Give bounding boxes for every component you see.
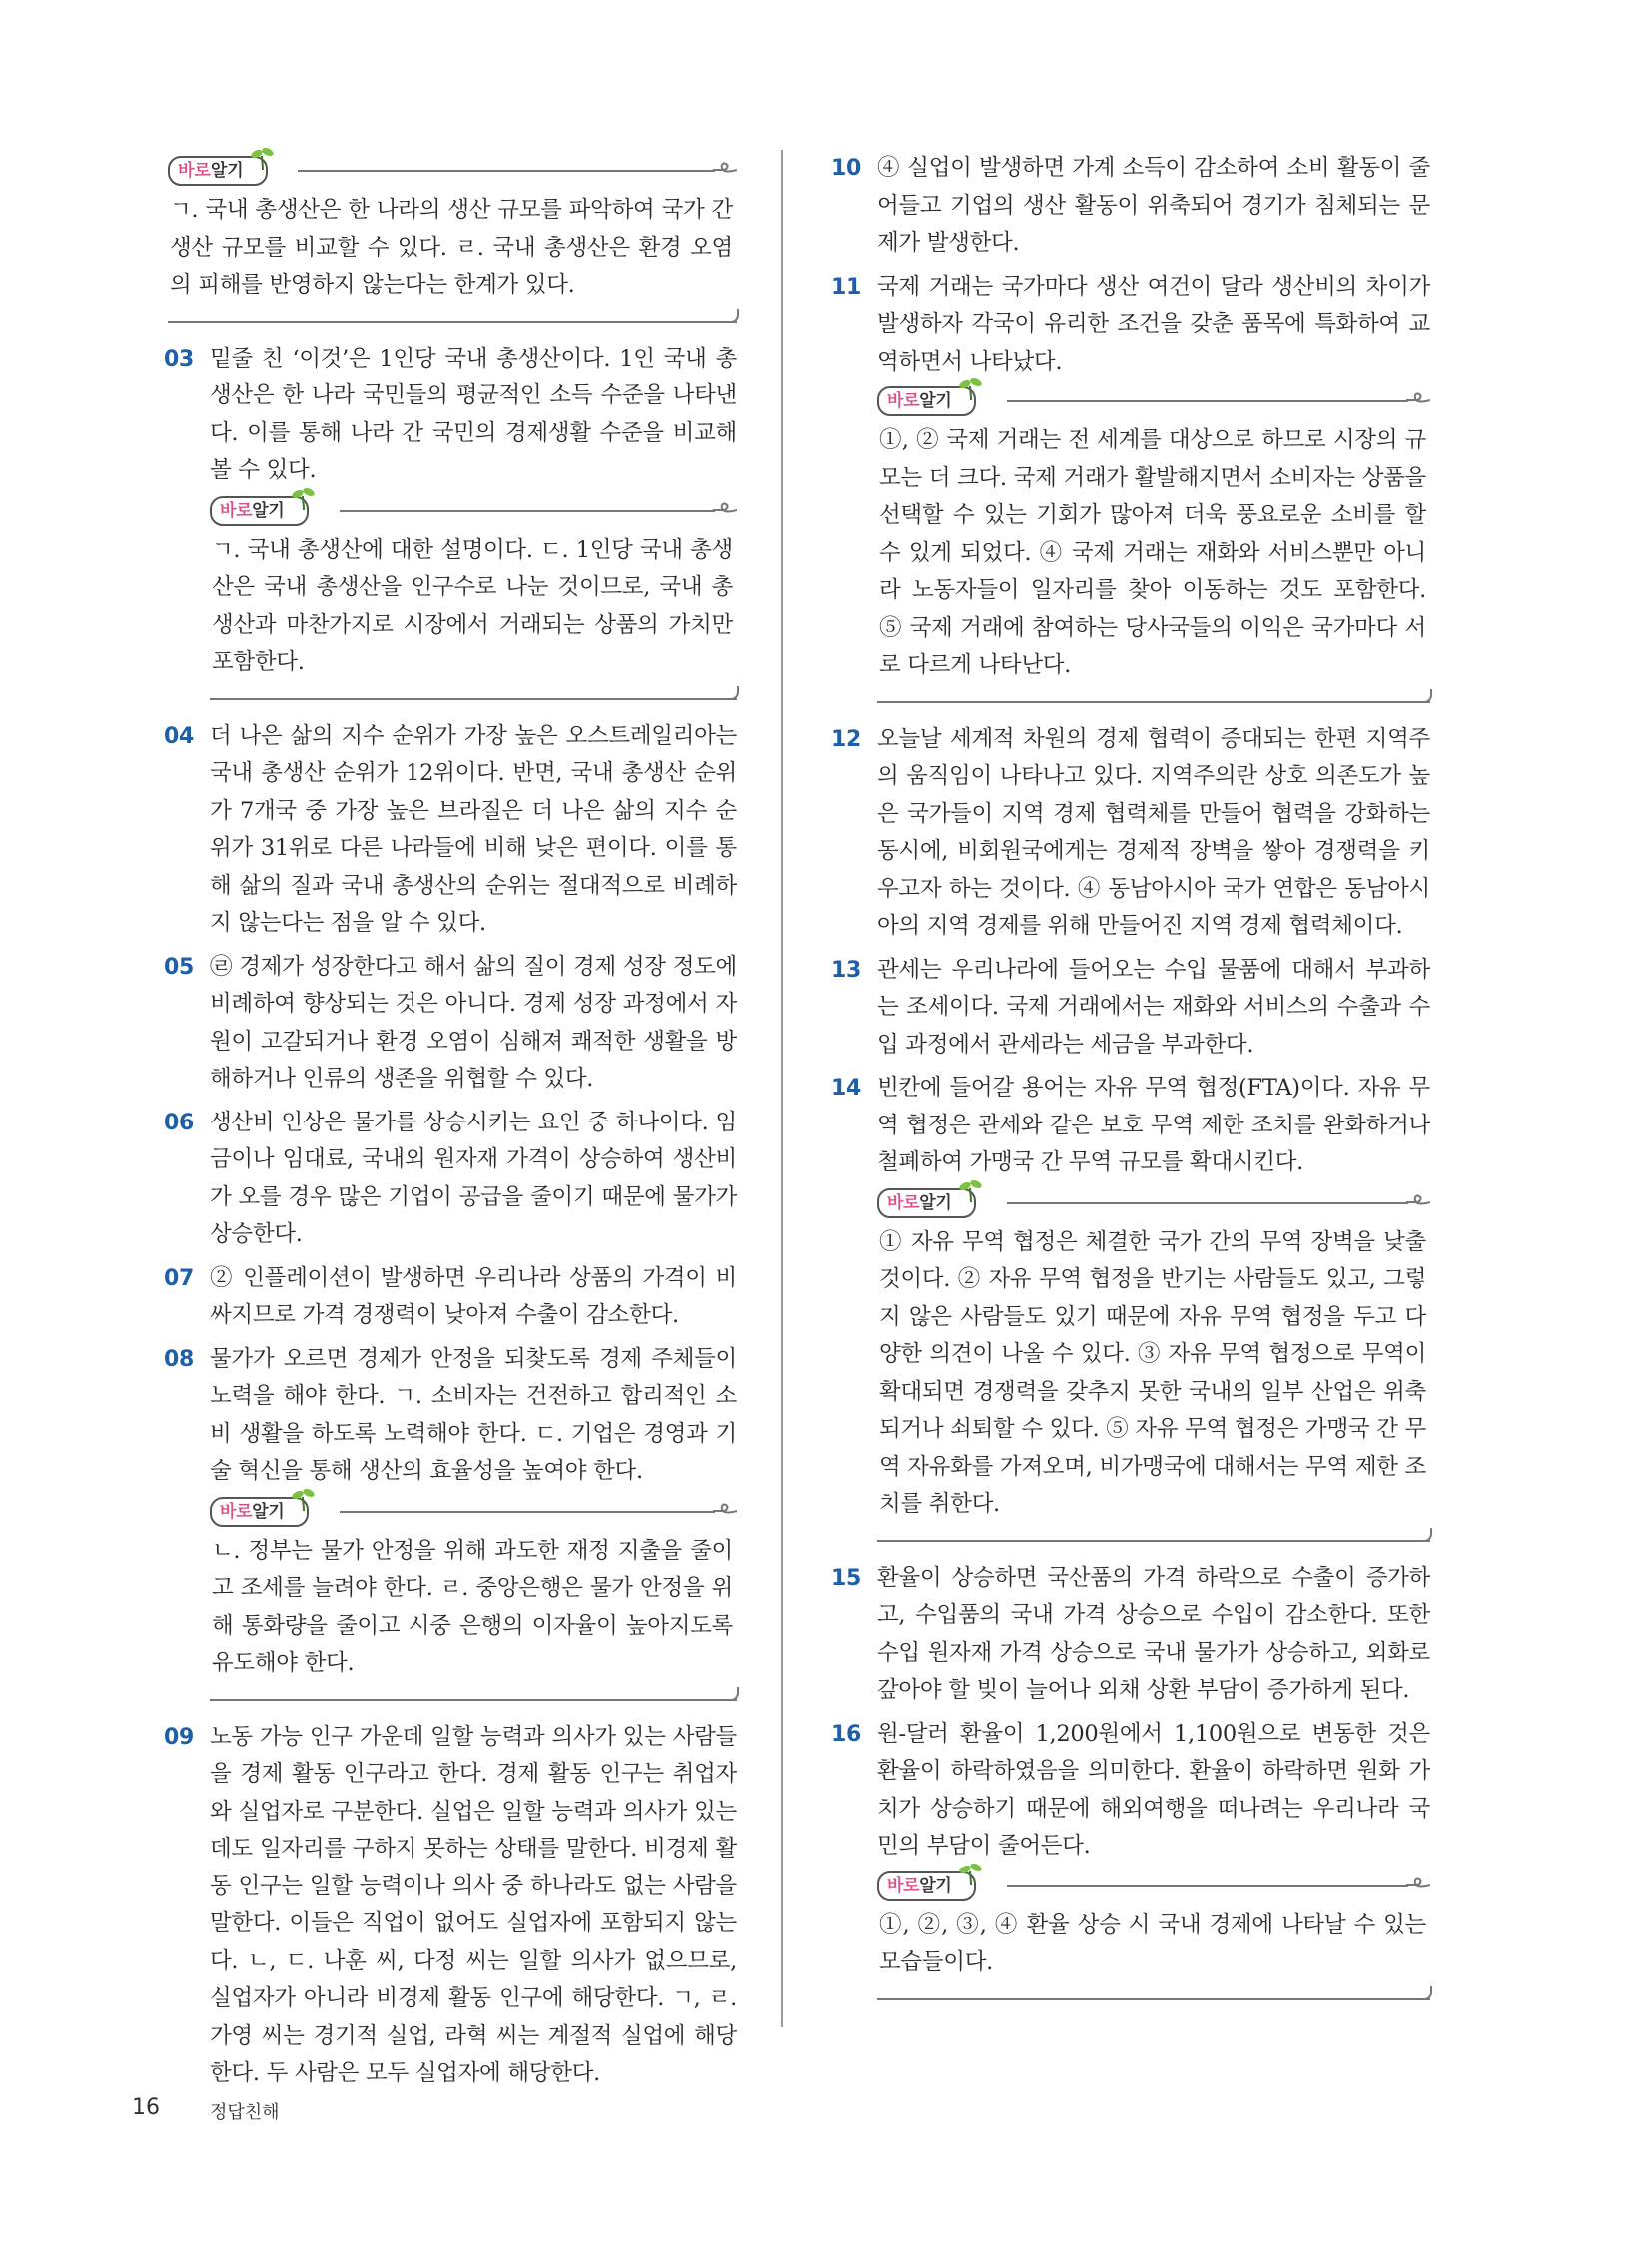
page-number: 16 (132, 2095, 160, 2120)
question-number: 12 (831, 726, 862, 752)
answer-06 (164, 1105, 737, 1254)
curl-icon (713, 1501, 737, 1521)
right-column (831, 150, 1430, 2018)
box-text: ㄱ. 국내 총생산은 한 나라의 생산 규모를 파악하여 국가 간 생산 규모를 비교할 수 있다. ㄹ. 국내 총생산은 환경 오염의 피해를 반영하지 않는다는 한계가 있다. (170, 197, 733, 298)
column-divider (781, 150, 783, 2027)
question-number: 14 (831, 1076, 862, 1101)
curl-icon (713, 160, 737, 180)
answer-03 (164, 341, 737, 700)
question-number: 13 (831, 957, 862, 983)
question-number: 07 (164, 1265, 195, 1291)
question-number: 09 (164, 1724, 195, 1750)
answer-text: 노동 가능 인구 가운데 일할 능력과 의사가 있는 사람들을 경제 활동 인구라고 한다. 경제 활동 인구는 취업자와 실업자로 구분한다. 실업은 일할 능력과 의사가 있는데도 일자리를 구하지 못하는 상태를 말한다. 비경제 활동 인구는 일할 능력이나 의사 중 하나라도 없는 사람을 말한다. 이들은 직업이 없어도 실업자에 포함되지 않는다. ㄴ, ㄷ. 나훈 씨, 다정 씨는 일할 의사가 없으므로, 실업자가 아니라 비경제 활동 인구에 해당한다. ㄱ, ㄹ. 가영 씨는 경기적 실업, 라혁 씨는 계절적 실업에 해당한다. 두 사람은 모두 실업자에 해당한다. (210, 1723, 737, 2086)
box-text: ㄱ. 국내 총생산에 대한 설명이다. ㄷ. 1인당 국내 총생산은 국내 총생산을 인구수로 나눈 것이므로, 국내 총생산과 마찬가지로 시장에서 거래되는 상품의 가치만 포함한다. (212, 536, 733, 675)
answer-text: 더 나은 삶의 지수 순위가 가장 높은 오스트레일리아는 국내 총생산 순위가 12위이다. 반면, 국내 총생산 순위가 7개국 중 가장 높은 브라질은 더 나은 삶의 지수 순위가 31위로 다른 나라들에 비해 낮은 편이다. 이를 통해 삶의 질과 국내 총생산의 순위는 절대적으로 비례하지 않는다는 점을 알 수 있다. (210, 722, 737, 936)
answer-text: ② 인플레이션이 발생하면 우리나라 상품의 가격이 비싸지므로 가격 경쟁력이 낮아져 수출이 감소한다. (210, 1264, 737, 1328)
box-text: ①, ②, ③, ④ 환율 상승 시 국내 경제에 나타날 수 있는 모습들이다. (879, 1911, 1426, 1975)
answer-text: 원-달러 환율이 1,200원에서 1,100원으로 변동한 것은 환율이 하락하였음을 의미한다. 환율이 하락하면 원화 가치가 상승하기 때문에 해외여행을 떠나려는 우리나라 국민의 부담이 줄어든다. (877, 1720, 1430, 1859)
baro-algi-tag: 바로알기 (877, 386, 976, 416)
answer-text: 물가가 오르면 경제가 안정을 되찾도록 경제 주체들이 노력을 해야 한다. ㄱ. 소비자는 건전하고 합리적인 소비 생활을 하도록 노력해야 한다. ㄷ. 기업은 경영과 기술 혁신을 통해 생산의 효율성을 높여야 한다. (210, 1345, 737, 1484)
answer-09 (164, 1719, 737, 2093)
answer-text: 빈칸에 들어갈 용어는 자유 무역 협정(FTA)이다. 자유 무역 협정은 관세와 같은 보호 무역 제한 조치를 완화하거나 철폐하여 가맹국 간 무역 규모를 확대시킨다. (877, 1075, 1430, 1175)
answer-text: 오늘날 세계적 차원의 경제 협력이 증대되는 한편 지역주의 움직임이 나타나고 있다. 지역주의란 상호 의존도가 높은 국가들이 지역 경제 협력체를 만들어 협력을 강화하는 동시에, 비회원국에게는 경제적 장벽을 쌓아 경쟁력을 키우고자 하는 것이다. ④ 동남아시아 국가 연합은 동남아시아의 지역 경제를 위해 만들어진 지역 경제 협력체이다. (877, 725, 1430, 939)
answer-text: 환율이 상승하면 국산품의 가격 하락으로 수출이 증가하고, 수입품의 국내 가격 상승으로 수입이 감소한다. 또한 수입 원자재 가격 상승으로 국내 물가가 상승하고, 외화로 갚아야 할 빚이 늘어나 외채 상환 부담이 증가하게 된다. (877, 1564, 1430, 1703)
answer-07 (164, 1260, 737, 1335)
answer-10 (831, 150, 1430, 263)
answer-text: 국제 거래는 국가마다 생산 여건이 달라 생산비의 차이가 발생하자 각국이 유리한 조건을 갖춘 품목에 특화하여 교역하면서 나타났다. (877, 273, 1430, 374)
answer-text: 밑줄 친 ‘이것’은 1인당 국내 총생산이다. 1인 국내 총생산은 한 나라 국민들의 평균적인 소득 수준을 나타낸다. 이를 통해 나라 간 국민의 경제생활 수준을 비교해 볼 수 있다. (210, 345, 737, 483)
baro-algi-box (877, 1871, 1430, 2000)
curl-icon (1406, 1192, 1430, 1212)
answer-text: ㉣ 경제가 성장한다고 해서 삶의 질이 경제 성장 정도에 비례하여 향상되는 것은 아니다. 경제 성장 과정에서 자원이 고갈되거나 환경 오염이 심해져 쾌적한 생활을 방해하거나 인류의 생존을 위협할 수 있다. (210, 953, 737, 1092)
curl-icon (713, 500, 737, 520)
question-number: 06 (164, 1110, 195, 1135)
sprout-icon (958, 1862, 984, 1887)
answer-text: 생산비 인상은 물가를 상승시키는 요인 중 하나이다. 임금이나 임대료, 국내외 원자재 가격이 상승하여 생산비가 오를 경우 많은 기업이 공급을 줄이기 때문에 물가가 상승한다. (210, 1109, 737, 1247)
answer-05 (164, 949, 737, 1099)
curl-icon (1406, 390, 1430, 410)
question-number: 08 (164, 1346, 195, 1372)
baro-algi-tag: 바로알기 (210, 496, 309, 526)
sprout-icon (958, 376, 984, 402)
answer-16 (831, 1716, 1430, 2000)
answer-text: 관세는 우리나라에 들어오는 수입 물품에 대해서 부과하는 조세이다. 국제 거래에서는 재화와 서비스의 수출과 수입 과정에서 관세라는 세금을 부과한다. (877, 956, 1430, 1058)
left-column (164, 150, 737, 2099)
baro-algi-tag: 바로알기 (877, 1871, 976, 1901)
question-number: 15 (831, 1565, 862, 1591)
answer-11 (831, 269, 1430, 703)
question-number: 04 (164, 723, 195, 749)
answer-15 (831, 1560, 1430, 1710)
sprout-icon (958, 1178, 984, 1204)
box-text: ㄴ. 정부는 물가 안정을 위해 과도한 재정 지출을 줄이고 조세를 늘려야 한다. ㄹ. 중앙은행은 물가 안정을 위해 통화량을 줄이고 시중 은행의 이자율이 높아지도록 유도해야 한다. (212, 1537, 733, 1676)
baro-algi-tag: 바로알기 (168, 156, 268, 186)
curl-icon (1406, 1875, 1430, 1895)
baro-algi-box (877, 386, 1430, 703)
footer-label: 정답친해 (210, 2102, 280, 2123)
baro-algi-box (210, 1497, 737, 1701)
baro-algi-tag: 바로알기 (877, 1188, 976, 1218)
question-number: 10 (831, 156, 862, 181)
box-text: ① 자유 무역 협정은 체결한 국가 간의 무역 장벽을 낮출 것이다. ② 자유 무역 협정을 반기는 사람들도 있고, 그렇지 않은 사람들도 있기 때문에 자유 무역 협정을 두고 다양한 의견이 나올 수 있다. ③ 자유 무역 협정으로 무역이 확대되면 경쟁력을 갖추지 못한 국내의 일부 산업은 위축되거나 쇠퇴할 수 있다. ⑤ 자유 무역 협정은 가맹국 간 무역 자유화를 가져오며, 비가맹국에 대해서는 무역 제한 조치를 취한다. (879, 1228, 1426, 1517)
baro-algi-box (210, 496, 737, 700)
sprout-icon (291, 1487, 317, 1513)
question-number: 05 (164, 954, 195, 980)
answer-14 (831, 1070, 1430, 1542)
box-text: ①, ② 국제 거래는 전 세계를 대상으로 하므로 시장의 규모는 더 크다. 국제 거래가 활발해지면서 소비자는 상품을 선택할 수 있는 기회가 많아져 더욱 풍요로운 소비를 할 수 있게 되었다. ④ 국제 거래는 재화와 서비스뿐만 아니라 노동자들이 일자리를 찾아 이동하는 것도 포함한다. ⑤ 국제 거래에 참여하는 당사국들의 이익은 국가마다 서로 다르게 나타난다. (879, 427, 1426, 678)
baro-algi-box (877, 1188, 1430, 1542)
answer-04 (164, 718, 737, 943)
sprout-icon (291, 486, 317, 512)
question-number: 11 (831, 274, 862, 300)
answer-13 (831, 952, 1430, 1065)
answer-text: ④ 실업이 발생하면 가계 소득이 감소하여 소비 활동이 줄어들고 기업의 생산 활동이 위축되어 경기가 침체되는 문제가 발생한다. (877, 155, 1430, 256)
answer-08 (164, 1341, 737, 1701)
answer-12 (831, 721, 1430, 946)
baro-algi-box (168, 156, 737, 323)
baro-algi-tag: 바로알기 (210, 1497, 309, 1527)
sprout-icon (250, 146, 276, 172)
question-number: 03 (164, 346, 195, 372)
question-number: 16 (831, 1721, 862, 1747)
